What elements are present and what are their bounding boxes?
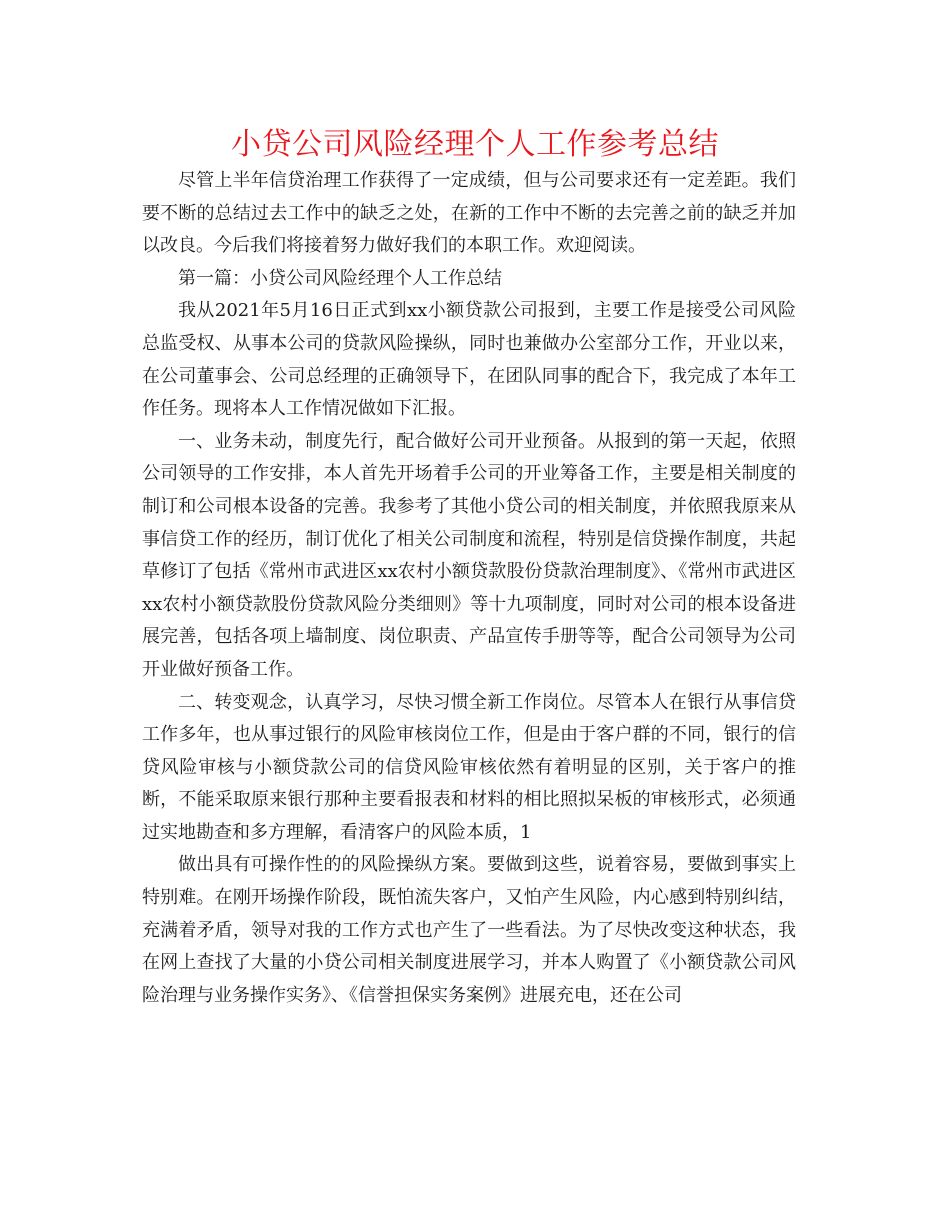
body-paragraph: 我从2021年5月16日正式到xx小额贷款公司报到，主要工作是接受公司风险总监受权、从事本公司的贷款风险操纵，同时也兼做办公室部分工作，开业以来，在公司董事会、公司总经理的正确领导下，在团队同事的配合下，我完成了本年工作任务。现将本人工作情况做如下汇报。 bbox=[142, 300, 796, 420]
body-paragraph: 做出具有可操作性的的风险操纵方案。要做到这些，说着容易，要做到事实上特别难。在刚开场操作阶段，既怕流失客户，又怕产生风险，内心感到特别纠结，充满着矛盾，领导对我的工作方式也产生了一些看法。为了尽快改变这种状态，我在网上查找了大量的小贷公司相关制度进展学习，并本人购置了《小额贷款公司风险治理与业务操作实务》、《信誉担保实务案例》进展充电，还在公司 bbox=[142, 854, 796, 1006]
body-paragraph: 二、转变观念，认真学习，尽快习惯全新工作岗位。尽管本人在银行从事信贷工作多年，也从事过银行的风险审核岗位工作，但是由于客户群的不同，银行的信贷风险审核与小额贷款公司的信贷风险审核依然有着明显的区别，关于客户的推断，不能采取原来银行那种主要看报表和材料的相比照拟呆板的审核形式，必须通过实地勘查和多方理解，看清客户的风险本质，1 bbox=[142, 691, 796, 843]
section-heading: 第一篇：小贷公司风险经理个人工作总结 bbox=[178, 267, 502, 289]
document-title: 小贷公司风险经理个人工作参考总结 bbox=[231, 127, 719, 162]
intro-paragraph: 尽管上半年信贷治理工作获得了一定成绩，但与公司要求还有一定差距。我们要不断的总结过去工作中的缺乏之处，在新的工作中不断的去完善之前的缺乏并加以改良。今后我们将接着努力做好我们的本职工作。欢迎阅读。 bbox=[142, 170, 796, 257]
body-paragraph: 一、业务未动，制度先行，配合做好公司开业预备。从报到的第一天起，依照公司领导的工作安排，本人首先开场着手公司的开业筹备工作，主要是相关制度的制订和公司根本设备的完善。我参考了其他小贷公司的相关制度，并依照我原来从事信贷工作的经历，制订优化了相关公司制度和流程，特别是信贷操作制度，共起草修订了包括《常州市武进区xx农村小额贷款股份贷款治理制度》、《常州市武进区xx农村小额贷款股份贷款风险分类细则》等十九项制度，同时对公司的根本设备进展完善，包括各项上墙制度、岗位职责、产品宣传手册等等，配合公司领导为公司开业做好预备工作。 bbox=[142, 430, 796, 680]
document-body bbox=[142, 165, 796, 1012]
